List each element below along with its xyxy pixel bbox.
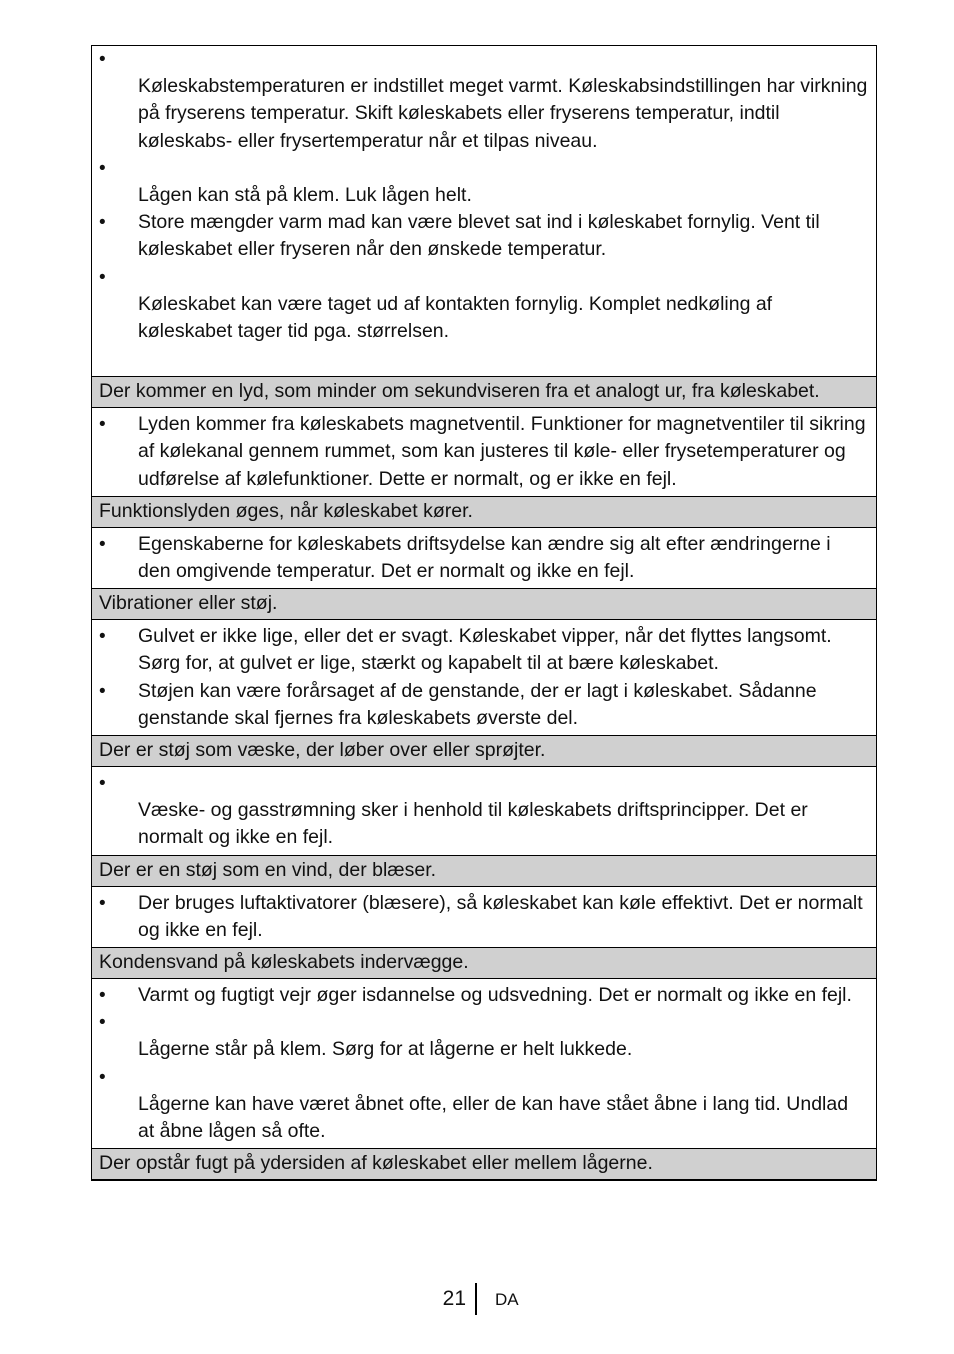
- solution-text: Køleskabstemperaturen er indstillet meget varmt. Køleskabsindstillingen har virkning på fryserens temperatur. Skift køleskabets eller fryserens temperatur, indtil køleskabs- eller frysertemperatur når et tilpas niveau.: [138, 75, 868, 152]
- symptom-header: Der er en støj som en vind, der blæser.: [92, 856, 876, 887]
- troubleshooting-section: [92, 855, 876, 947]
- solution-text: Køleskabet kan være taget ud af kontakten fornylig. Komplet nedkøling af køleskabet tager tid pga. størrelsen.: [138, 292, 773, 342]
- solution-text: Varmt og fugtigt vejr øger isdannelse og udsvedning. Det er normalt og ikke en fejl.: [138, 984, 852, 1007]
- page-footer: [0, 1286, 954, 1316]
- troubleshooting-section: [92, 1148, 876, 1180]
- language-code: DA: [495, 1290, 519, 1309]
- solution-item: [99, 531, 868, 585]
- solution-list: [92, 767, 876, 855]
- solution-item: [99, 46, 868, 155]
- solution-text: Egenskaberne for køleskabets driftsydelse kan ændre sig alt efter ændringerne i den omgivende temperatur. Det er normalt og ikke en fejl.: [138, 532, 831, 582]
- troubleshooting-table: [91, 45, 877, 1181]
- solution-list: [92, 528, 876, 588]
- solution-item: [99, 264, 868, 346]
- bullet-icon: [99, 209, 138, 263]
- solution-item: [99, 155, 868, 209]
- solution-text: Støjen kan være forårsaget af de genstande, der er lagt i køleskabet. Sådanne genstande skal fjernes fra køleskabets øverste del.: [138, 679, 817, 729]
- solution-item: [99, 770, 868, 852]
- bullet-icon: [99, 678, 138, 732]
- solution-text: Lågerne kan have været åbnet ofte, eller de kan have stået åbne i lang tid. Undlad at åbne lågen så ofte.: [138, 1092, 849, 1142]
- solution-list: [92, 408, 876, 496]
- bullet-icon: [99, 1064, 138, 1146]
- footer-divider: [475, 1283, 477, 1315]
- symptom-header: Funktionslyden øges, når køleskabet kører.: [92, 497, 876, 528]
- bullet-icon: [99, 531, 138, 585]
- bullet-icon: [99, 46, 138, 155]
- solution-item: [99, 1009, 868, 1063]
- bullet-icon: [99, 264, 138, 346]
- page-number: 21: [442, 1287, 466, 1310]
- solution-list: [92, 46, 876, 376]
- solution-text: Der bruges luftaktivatorer (blæsere), så køleskabet kan køle effektivt. Det er normalt og ikke en fejl.: [138, 891, 863, 941]
- solution-text: Lågen kan stå på klem. Luk lågen helt.: [138, 183, 472, 206]
- troubleshooting-section: [92, 376, 876, 496]
- troubleshooting-section: [92, 947, 876, 1148]
- solution-item: [99, 890, 868, 944]
- bullet-icon: [99, 890, 138, 944]
- bullet-icon: [99, 1009, 138, 1063]
- troubleshooting-section: [92, 46, 876, 376]
- solution-item: [99, 209, 868, 263]
- bullet-icon: [99, 411, 138, 493]
- solution-item: [99, 678, 868, 732]
- section-spacer: [99, 345, 868, 373]
- symptom-header: Der opstår fugt på ydersiden af køleskabet eller mellem lågerne.: [92, 1149, 876, 1180]
- bullet-icon: [99, 623, 138, 677]
- bullet-icon: [99, 982, 138, 1009]
- troubleshooting-section: [92, 735, 876, 855]
- solution-list: [92, 620, 876, 735]
- solution-list: [92, 887, 876, 947]
- troubleshooting-section: [92, 496, 876, 588]
- solution-list: [92, 979, 876, 1148]
- symptom-header: Der kommer en lyd, som minder om sekundviseren fra et analogt ur, fra køleskabet.: [92, 377, 876, 408]
- solution-item: [99, 982, 868, 1009]
- solution-text: Væske- og gasstrømning sker i henhold til køleskabets driftsprincipper. Det er normalt og ikke en fejl.: [138, 799, 808, 849]
- symptom-header: Der er støj som væske, der løber over eller sprøjter.: [92, 736, 876, 767]
- solution-item: [99, 623, 868, 677]
- solution-text: Lågerne står på klem. Sørg for at lågerne er helt lukkede.: [138, 1038, 633, 1061]
- solution-text: Store mængder varm mad kan være blevet sat ind i køleskabet fornylig. Vent til køleskabet eller fryseren når den ønskede temperatur.: [138, 211, 820, 261]
- solution-item: [99, 1064, 868, 1146]
- solution-text: Gulvet er ikke lige, eller det er svagt. Køleskabet vipper, når det flyttes langsomt. Sørg for, at gulvet er lige, stærkt og kapabelt til at bære køleskabet.: [138, 625, 832, 675]
- solution-item: [99, 411, 868, 493]
- bullet-icon: [99, 155, 138, 209]
- solution-text: Lyden kommer fra køleskabets magnetventil. Funktioner for magnetventiler til sikring af kølekanal gennem rummet, som kan justeres til køle- eller frysetemperaturer og udførelse af kølefunktioner. Dette er normalt, og er ikke en fejl.: [138, 413, 866, 490]
- symptom-header: Kondensvand på køleskabets indervægge.: [92, 948, 876, 979]
- bullet-icon: [99, 770, 138, 852]
- troubleshooting-section: [92, 588, 876, 735]
- symptom-header: Vibrationer eller støj.: [92, 589, 876, 620]
